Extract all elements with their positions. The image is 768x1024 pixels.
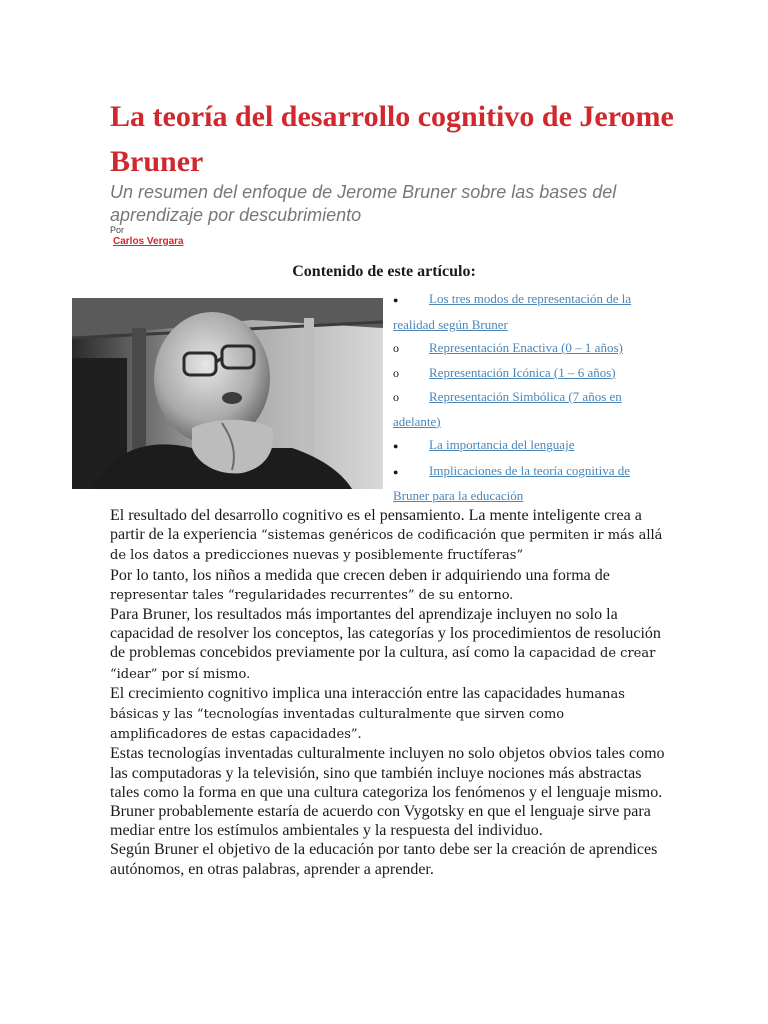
toc-item (393, 385, 655, 433)
paragraph: Según Bruner el objetivo de la educación por tanto debe ser la creación de aprendices autónomos, en otras palabras, aprender a aprender. (110, 841, 658, 878)
toc-link-language[interactable]: La importancia del lenguaje (429, 437, 575, 452)
toc-heading: Contenido de este artículo: (292, 263, 476, 280)
paragraph (110, 506, 665, 566)
paragraph-quote: “sistemas genéricos de codificación que permiten ir más allá de los datos a predicciones nuevas y posiblemente fructíferas” (110, 528, 663, 564)
paragraph-quote: capacidad de crear “idear” por sí mismo. (110, 646, 656, 682)
toc-item (393, 336, 655, 361)
paragraph: Estas tecnologías inventadas culturalmente incluyen no solo objetos obvios tales como las computadoras y la televisión, sino que también incluye nociones más abstractas tales como la forma en que una cultura categoriza los fenómenos y el lenguaje mismo. (110, 745, 665, 801)
toc-bullet: ● (393, 295, 399, 305)
toc-link-iconic[interactable]: Representación Icónica (1 – 6 años) (429, 364, 616, 380)
toc-bullet: o (393, 365, 399, 380)
bruner-photo (72, 298, 383, 489)
toc-bullet: o (393, 341, 399, 355)
author-link[interactable]: Carlos Vergara (113, 236, 184, 247)
toc-link-modes[interactable]: Los tres modos de representación de la realidad según Bruner (393, 291, 632, 332)
toc-item (393, 287, 655, 336)
article-body (110, 506, 665, 879)
paragraph-quote: humanas básicas y las “tecnologías inventadas culturalmente que sirven como amplificadores de estas capacidades”. (110, 686, 625, 743)
paragraph: Bruner probablemente estaría de acuerdo con Vygotsky en que el lenguaje sirve para mediar entre los estímulos ambientales y la respuesta del individuo. (110, 803, 651, 840)
toc-item (393, 459, 655, 508)
byline-label: Por (110, 225, 125, 235)
toc-item (393, 361, 655, 386)
toc-item (393, 433, 655, 459)
toc-link-symbolic[interactable]: Representación Simbólica (7 años en adelante) (393, 389, 622, 429)
paragraph-text: Para Bruner, los resultados más importantes del aprendizaje incluyen no solo la capacidad de resolver los conceptos, las categorías y los procedimientos de resolución de problemas concebidos previamente por la cultura, así como la (110, 606, 661, 662)
paragraph-quote: representar tales “regularidades recurrentes” de su entorno. (110, 587, 514, 603)
toc-list (393, 287, 655, 508)
paragraph-text: Por lo tanto, los niños a medida que crecen deben ir adquiriendo una forma de (110, 566, 610, 584)
paragraph-text: El crecimiento cognitivo implica una interacción entre las capacidades (110, 684, 566, 702)
paragraph-text: El resultado del desarrollo cognitivo es el pensamiento. La mente inteligente crea a partir de la experiencia (110, 507, 642, 544)
toc-bullet: ● (393, 466, 399, 477)
article-subtitle: Un resumen del enfoque de Jerome Bruner sobre las bases del aprendizaje por descubrimiento (110, 182, 617, 225)
paragraph (110, 605, 665, 684)
toc-link-education[interactable]: Implicaciones de la teoría cognitiva de Bruner para la educación (393, 462, 631, 503)
toc-bullet: o (393, 390, 399, 404)
toc-bullet: ● (393, 441, 399, 451)
article-title: La teoría del desarrollo cognitivo de Jerome Bruner (110, 100, 674, 178)
paragraph (110, 566, 665, 605)
paragraph (110, 684, 665, 745)
toc-link-enactive[interactable]: Representación Enactiva (0 – 1 años) (429, 340, 623, 355)
